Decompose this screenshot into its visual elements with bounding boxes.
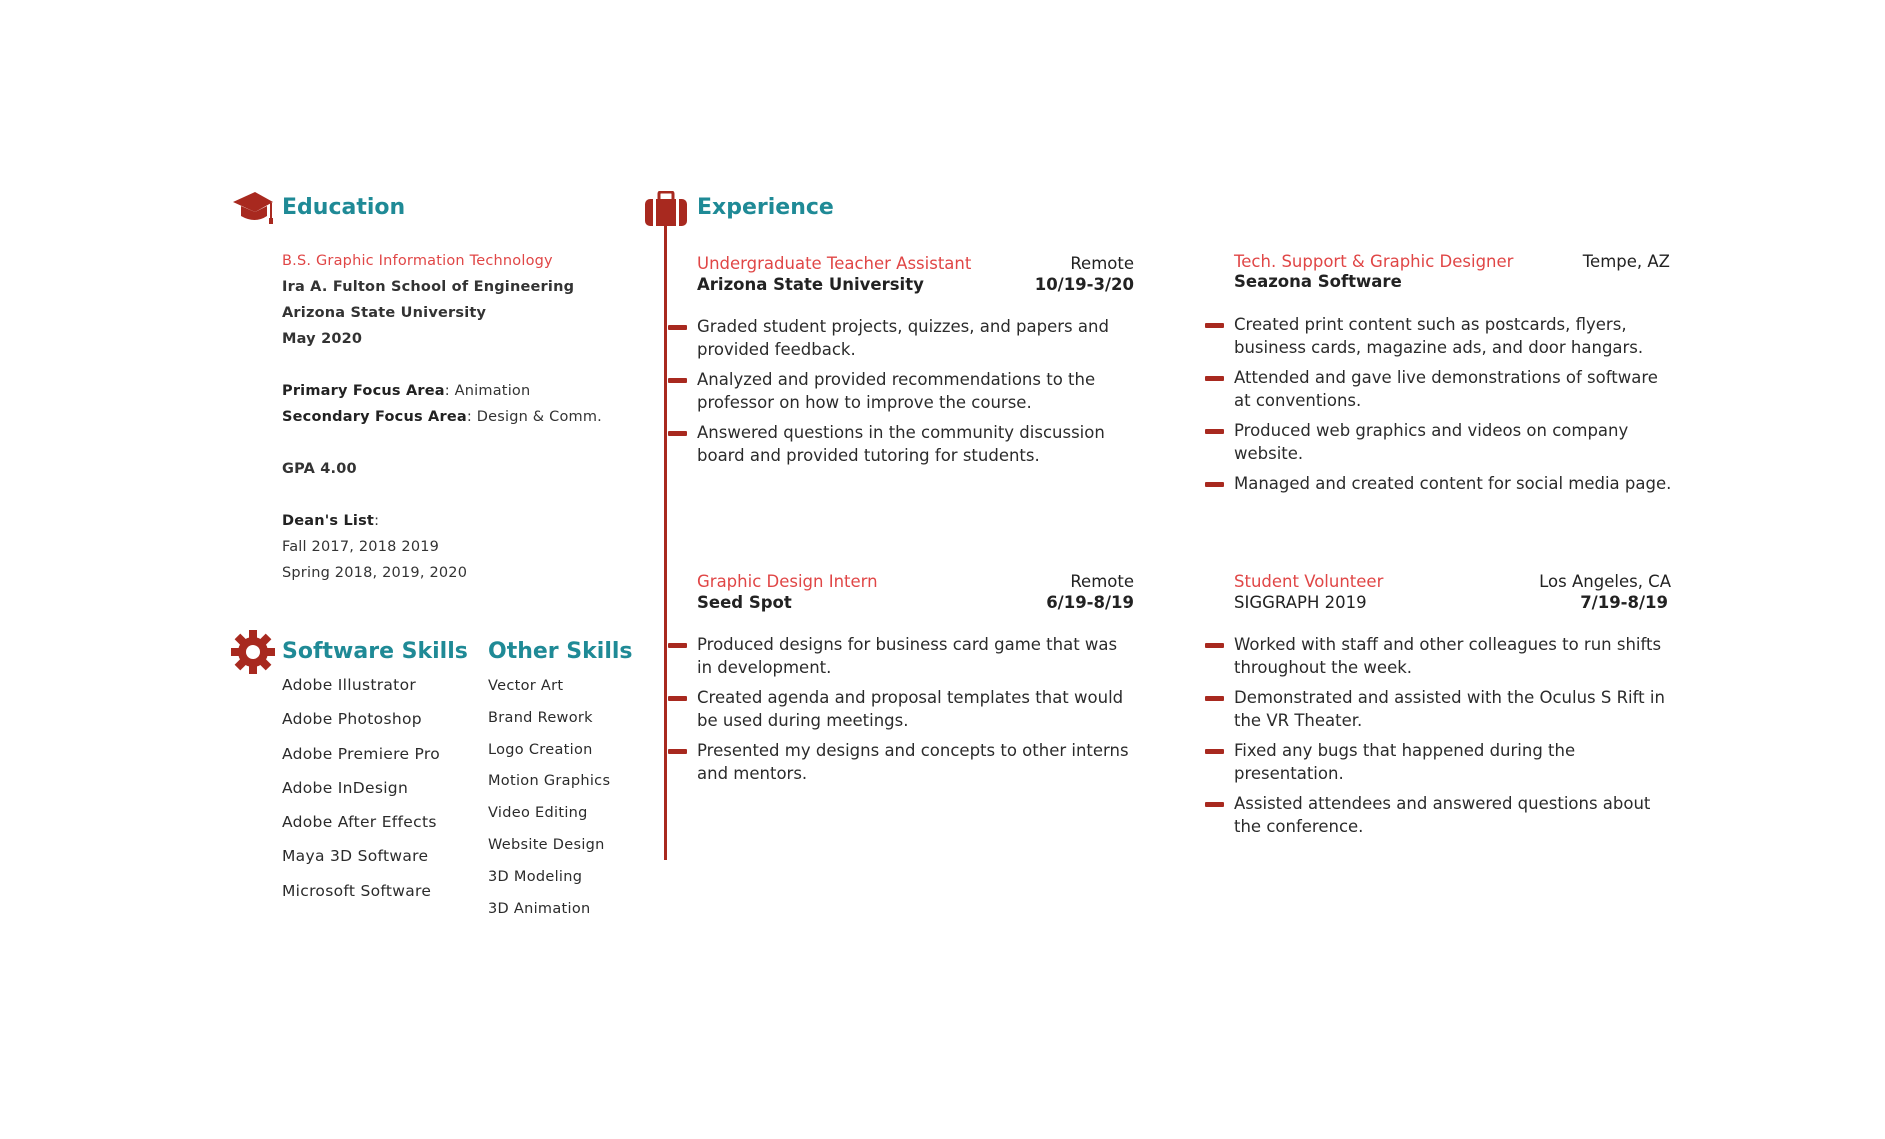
gear-icon [230, 629, 276, 675]
deans-list-label: Dean's List [282, 513, 375, 529]
other-skill: 3D Animation [488, 900, 591, 917]
deans-list-spring: Spring 2018, 2019, 2020 [282, 565, 468, 581]
briefcase-icon [644, 191, 688, 227]
bullet-tick [668, 378, 687, 383]
deans-list-colon: : [374, 513, 380, 529]
other-skill: Website Design [488, 836, 605, 853]
bullet-tick [1205, 802, 1224, 807]
bullet-tick [668, 643, 687, 648]
job-bullet: Answered questions in the community discussion board and provided tutoring for students. [697, 423, 1105, 465]
software-skill: Adobe After Effects [282, 813, 437, 832]
bullet-tick [1205, 643, 1224, 648]
job-dates: 7/19-8/19 [1580, 593, 1668, 612]
bullet-tick [1205, 696, 1224, 701]
degree-text: B.S. Graphic Information Technology [282, 253, 553, 269]
job-bullet: Produced designs for business card game that was in development. [697, 635, 1118, 677]
secondary-focus-value: : Design & Comm. [466, 409, 602, 425]
secondary-focus [282, 404, 602, 430]
deans-list-heading [282, 508, 602, 534]
timeline-line [664, 226, 667, 860]
job-organization: Seazona Software [1234, 272, 1402, 291]
software-skills-heading: Software Skills [282, 639, 468, 664]
job-entry [697, 570, 1134, 616]
other-skills-heading: Other Skills [488, 639, 633, 664]
primary-focus [282, 378, 602, 404]
job-location: Los Angeles, CA [1539, 572, 1671, 591]
job-dates: 10/19-3/20 [1034, 275, 1134, 294]
bullet-tick [1205, 429, 1224, 434]
graduation-cap-icon [231, 190, 275, 226]
job-bullet: Worked with staff and other colleagues to run shifts throughout the week. [1234, 635, 1662, 677]
software-skill: Adobe InDesign [282, 778, 409, 797]
education-details [282, 248, 602, 586]
bullet-tick [668, 749, 687, 754]
experience-heading: Experience [697, 195, 834, 220]
bullet-tick [668, 431, 687, 436]
university-text: Arizona State University [282, 305, 487, 321]
primary-focus-value: : Animation [444, 383, 531, 399]
job-bullet: Produced web graphics and videos on company website. [1234, 421, 1629, 463]
bullet-tick [1205, 323, 1224, 328]
job-entry [697, 252, 1134, 298]
bullet-tick [668, 325, 687, 330]
job-bullet: Assisted attendees and answered questions about the conference. [1234, 794, 1651, 836]
bullet-tick [668, 696, 687, 701]
graduation-date: May 2020 [282, 331, 363, 347]
other-skill: Motion Graphics [488, 773, 611, 790]
secondary-focus-label: Secondary Focus Area [282, 409, 467, 425]
job-title: Tech. Support & Graphic Designer [1234, 252, 1514, 271]
job-entry [1234, 250, 1670, 296]
job-bullet: Managed and created content for social media page. [1234, 474, 1672, 493]
job-bullet: Presented my designs and concepts to other interns and mentors. [697, 741, 1129, 783]
other-skill: Vector Art [488, 678, 564, 694]
other-skill: Video Editing [488, 805, 588, 822]
software-skill: Adobe Photoshop [282, 710, 422, 729]
job-location: Tempe, AZ [1582, 252, 1670, 271]
software-skill: Adobe Premiere Pro [282, 744, 441, 763]
software-skill: Microsoft Software [282, 881, 432, 900]
education-heading: Education [282, 195, 406, 220]
job-title: Undergraduate Teacher Assistant [697, 254, 972, 273]
software-skills-list [282, 676, 440, 916]
job-organization: Seed Spot [697, 593, 792, 612]
job-location: Remote [1070, 254, 1134, 273]
other-skill: 3D Modeling [488, 868, 583, 885]
job-organization: Arizona State University [697, 275, 924, 294]
job-bullet: Analyzed and provided recommendations to the professor on how to improve the course. [697, 370, 1096, 412]
bullet-tick [1205, 376, 1224, 381]
job-bullet: Created print content such as postcards, flyers, business cards, magazine ads, and door hangars. [1234, 315, 1644, 357]
gpa-text: GPA 4.00 [282, 461, 357, 477]
other-skill: Logo Creation [488, 741, 593, 758]
job-title: Graphic Design Intern [697, 572, 878, 591]
job-location: Remote [1070, 572, 1134, 591]
deans-list-fall: Fall 2017, 2018 2019 [282, 539, 440, 555]
job-organization: SIGGRAPH 2019 [1234, 593, 1367, 612]
job-bullet: Fixed any bugs that happened during the presentation. [1234, 741, 1576, 783]
software-skill: Adobe Illustrator [282, 676, 417, 694]
bullet-tick [1205, 749, 1224, 754]
job-title: Student Volunteer [1234, 572, 1384, 591]
job-bullet: Created agenda and proposal templates that would be used during meetings. [697, 688, 1124, 730]
school-text: Ira A. Fulton School of Engineering [282, 279, 575, 295]
job-bullet: Demonstrated and assisted with the Oculus S Rift in the VR Theater. [1234, 688, 1665, 730]
job-entry [1234, 570, 1671, 616]
other-skills-list [488, 678, 610, 932]
job-dates: 6/19-8/19 [1046, 593, 1134, 612]
primary-focus-label: Primary Focus Area [282, 383, 445, 399]
bullet-tick [1205, 482, 1224, 487]
job-bullet: Graded student projects, quizzes, and papers and provided feedback. [697, 317, 1109, 359]
other-skill: Brand Rework [488, 709, 593, 726]
job-bullet: Attended and gave live demonstrations of software at conventions. [1234, 368, 1658, 410]
software-skill: Maya 3D Software [282, 847, 429, 866]
